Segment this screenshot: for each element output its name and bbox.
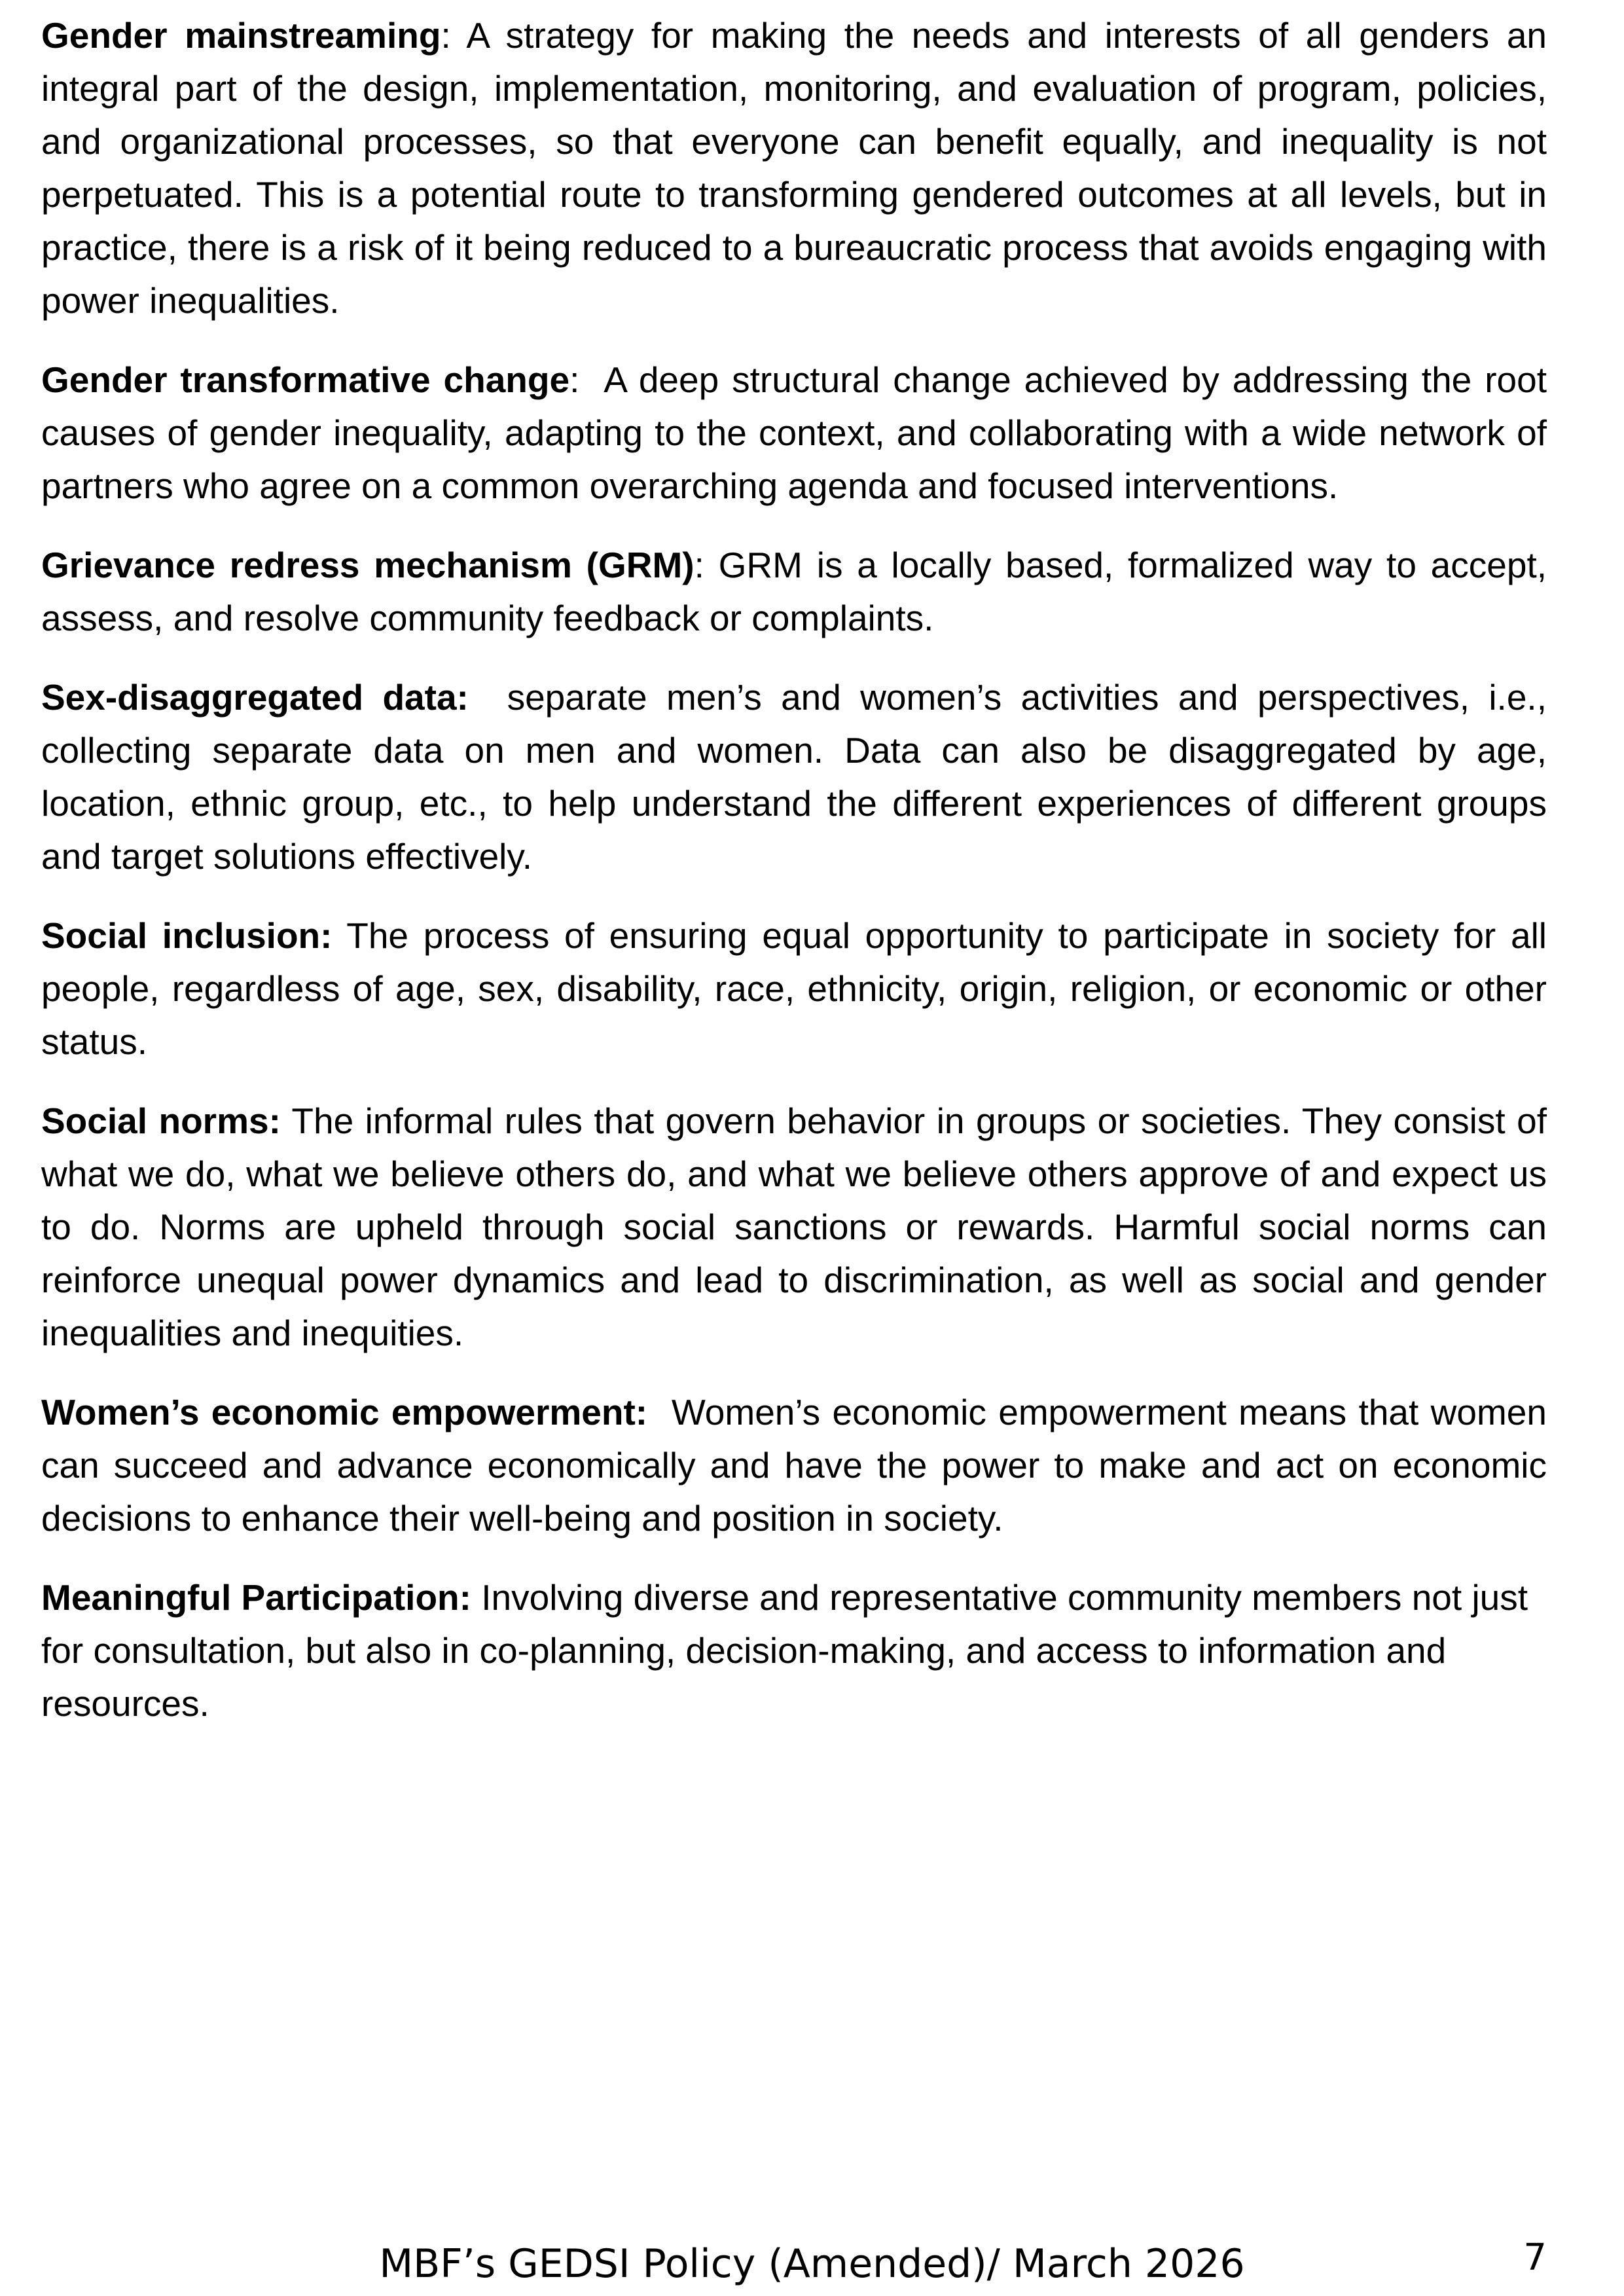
term-separator: : [694,545,719,585]
glossary-definition: Women’s economic empowerment means that women can succeed and advance economically and have the power to make and act on economic decisions to enhance their well-being and position in society. [41,1392,1547,1539]
glossary-page [41,9,1547,1757]
glossary-definition: Involving diverse and representative community members not just for consultation, but also in co-planning, decision-making, and access to information and resources. [41,1577,1528,1724]
footer-document-title: MBF’s GEDSI Policy (Amended)/ March 2026 [379,2241,1245,2287]
term-separator [471,1577,481,1618]
glossary-entry-social-inclusion [41,909,1547,1068]
term-separator: : [569,359,604,400]
glossary-term: Social norms: [41,1101,281,1141]
glossary-term: Sex-disaggregated data: [41,677,469,718]
glossary-term: Gender transformative change [41,359,570,400]
term-separator [332,915,346,956]
glossary-term: Women’s economic empowerment: [41,1392,648,1432]
glossary-definition: separate men’s and women’s activities and perspectives, i.e., collecting separate data on men and women. Data can also be disaggregated by age, location, ethnic group, etc., to help understand the different experiences of different groups and target solutions effectively. [41,677,1547,877]
term-separator: : [441,15,467,56]
glossary-entry-social-norms [41,1095,1547,1360]
glossary-entry-womens-economic-empowerment [41,1386,1547,1545]
glossary-entry-gender-transformative-change [41,354,1547,513]
glossary-definition: GRM is a locally based, formalized way to accept, assess, and resolve community feedback or complaints. [41,545,1547,638]
glossary-term: Grievance redress mechanism (GRM) [41,545,695,585]
glossary-definition: A strategy for making the needs and interests of all genders an integral part of the design, implementation, monitoring, and evaluation of program, policies, and organizational processes, so that everyone can benefit equally, and inequality is not perpetuated. This is a potential route to transforming gendered outcomes at all levels, but in practice, there is a risk of it being reduced to a bureaucratic process that avoids engaging with power inequalities. [41,15,1547,321]
page-number: 7 [1523,2236,1547,2279]
glossary-entry-gender-mainstreaming [41,9,1547,327]
glossary-term: Social inclusion: [41,915,333,956]
glossary-entry-grm [41,539,1547,645]
glossary-definition: A deep structural change achieved by addressing the root causes of gender inequality, adapting to the context, and collaborating with a wide network of partners who agree on a common overarching agenda and focused interventions. [41,359,1547,506]
glossary-definition: The informal rules that govern behavior in groups or societies. They consist of what we do, what we believe others do, and what we believe others approve of and expect us to do. Norms are upheld through social sanctions or rewards. Harmful social norms can reinforce unequal power dynamics and lead to discrimination, as well as social and gender inequalities and inequities. [41,1101,1547,1353]
term-separator [469,677,507,718]
term-separator [281,1101,291,1141]
glossary-term: Gender mainstreaming [41,15,441,56]
glossary-entry-sex-disaggregated-data [41,671,1547,883]
glossary-definition: The process of ensuring equal opportunity to participate in society for all people, regardless of age, sex, disability, race, ethnicity, origin, religion, or economic or other status. [41,915,1547,1062]
glossary-entry-meaningful-participation [41,1571,1547,1730]
term-separator [647,1392,672,1432]
glossary-term: Meaningful Participation: [41,1577,471,1618]
